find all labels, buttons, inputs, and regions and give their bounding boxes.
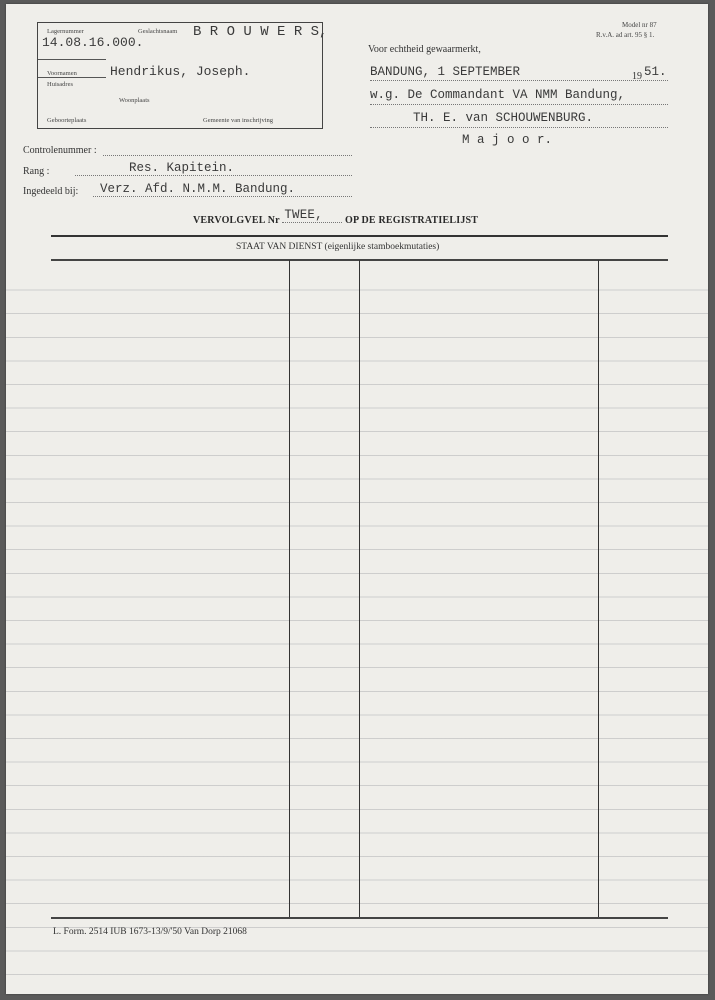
lagernummer-label: Lagernummer — [47, 28, 84, 35]
voornamen-divider — [38, 77, 106, 78]
rang-value: Res. Kapitein. — [129, 161, 235, 175]
certification-year-suffix: 51. — [644, 65, 667, 79]
vervolgvel-suffix: OP DE REGISTRATIELIJST — [345, 215, 479, 226]
lagernummer-value: 14.08.16.000. — [42, 35, 144, 50]
voornamen-value: Hendrikus, Joseph. — [110, 64, 251, 79]
controlenummer-line — [103, 144, 352, 156]
woonplaats-label: Woonplaats — [119, 97, 150, 104]
vervolgvel-field — [282, 208, 342, 223]
geslachtsnaam-value: B R O U W E R S, — [193, 24, 328, 40]
table-title: STAAT VAN DIENST (eigenlijke stamboekmutaties) — [236, 242, 440, 252]
vervolgvel-label — [193, 208, 479, 226]
id-divider — [38, 59, 106, 60]
certification-signer: TH. E. van SCHOUWENBURG. — [413, 111, 594, 125]
model-number: Model nr 87 — [622, 21, 657, 29]
certification-label: Voor echtheid gewaarmerkt, — [368, 44, 481, 55]
geslachtsnaam-label: Geslachtsnaam — [138, 28, 178, 35]
column-divider-1 — [289, 260, 290, 918]
column-divider-2 — [359, 260, 360, 918]
form-footer: L. Form. 2514 IUB 1673-13/9/'50 Van Dorp 21068 — [53, 927, 247, 937]
vervolgvel-value: TWEE, — [284, 208, 323, 222]
voornamen-label: Voornamen — [47, 70, 77, 77]
certification-commander: w.g. De Commandant VA NMM Bandung, — [370, 88, 626, 102]
model-article: R.v.A. ad art. 95 § 1. — [596, 31, 655, 39]
table-top-rule — [51, 235, 668, 237]
column-divider-3 — [598, 260, 599, 918]
ingedeeld-value: Verz. Afd. N.M.M. Bandung. — [100, 182, 296, 196]
geboorteplaats-label: Geboorteplaats — [47, 117, 87, 124]
table-bottom-rule — [51, 917, 668, 919]
vervolgvel-prefix: VERVOLGVEL Nr — [193, 215, 280, 226]
certification-place-date: BANDUNG, 1 SEPTEMBER — [370, 65, 521, 79]
ingedeeld-label: Ingedeeld bij: — [23, 186, 79, 197]
controlenummer-label: Controlenummer : — [23, 145, 97, 156]
document-page — [6, 4, 708, 994]
certification-rank: M a j o o r. — [462, 133, 553, 147]
rang-label: Rang : — [23, 166, 50, 177]
certification-year-prefix: 19 — [632, 71, 642, 82]
huisadres-label: Huisadres — [47, 81, 73, 88]
gemeente-label: Gemeente van inschrijving — [203, 117, 274, 124]
